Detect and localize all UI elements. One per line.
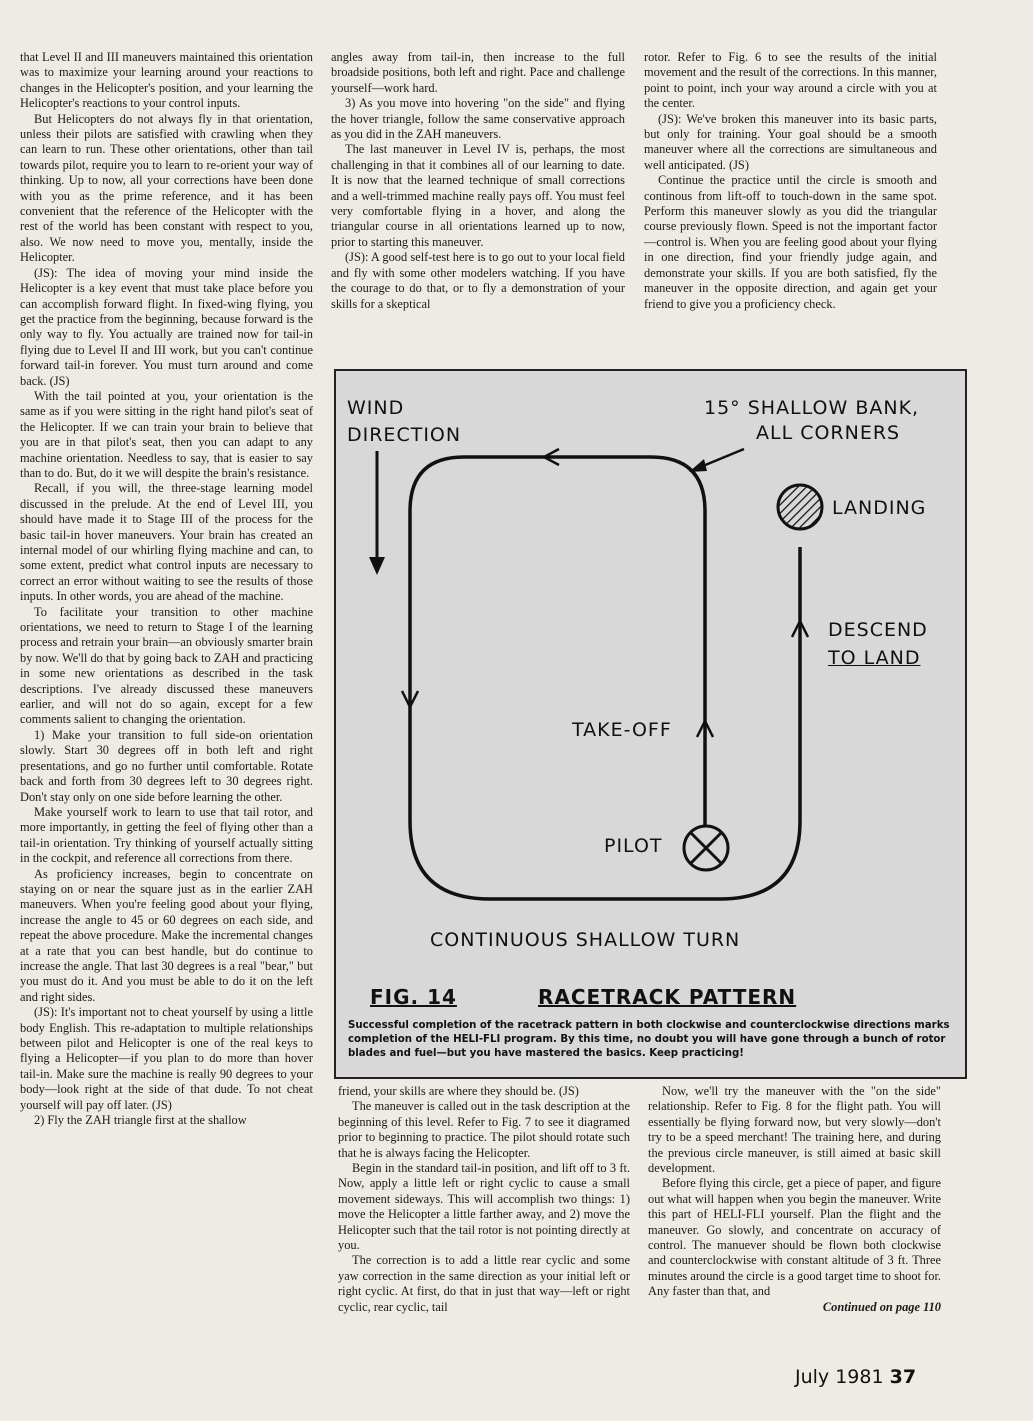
- label-take-off: TAKE-OFF: [572, 719, 672, 741]
- figure-racetrack-pattern: [334, 369, 967, 1079]
- text-column-5: [648, 1084, 941, 1372]
- paragraph: (JS): We've broken this maneuver into its basic parts, but only for training. Your goal should be a smooth maneuver where all the corrections are simultaneous and well anticipated. (JS): [644, 111, 937, 172]
- paragraph: Recall, if you will, the three-stage learning model discussed in the prelude. At the end of Level III, you should have made it to Stage III of the process for the basic tail-in hover maneuvers. Your brain has created an internal model of our whirling flying machine and can, to some extent, predict what control inputs are necessary to correct an error without waiting to see the results of those inputs. In other words, you are ahead of the machine.: [20, 481, 313, 604]
- paragraph: With the tail pointed at you, your orientation is the same as if you were sitting in the right hand pilot's seat of the Helicopter. If we can train your brain to believe that you are in that pilot's seat, then you can adapt to any machine orientation. Needless to say, that is easier to say than to do. But, do it we will despite the brain's resistance.: [20, 388, 313, 480]
- continued-note: Continued on page 110: [822, 1299, 941, 1314]
- figure-caption: Successful completion of the racetrack pattern in both clockwise and counterclockwise directions marks completion of the HELI-FLI program. By this time, no doubt you will have gone through a bunch of rotor blades and fuel—but you have mastered the basics. Keep practicing!: [348, 1020, 950, 1059]
- paragraph: 2) Fly the ZAH triangle first at the shallow: [34, 1113, 247, 1128]
- label-landing: LANDING: [832, 497, 927, 519]
- paragraph: Begin in the standard tail-in position, and lift off to 3 ft. Now, apply a little left or right cyclic to cause a small movement sideways. This will accomplish two things: 1) move the Helicopter a little farther away, and 2) move the Helicopter such that the tail rotor is not pointing directly at you.: [338, 1161, 630, 1253]
- label-all-corners: ALL CORNERS: [756, 422, 901, 444]
- paragraph: The maneuver is called out in the task description at the beginning of this level. Refer to Fig. 7 to see it diagramed prior to beginning to practice. The pilot should rotate such that he is always facing the Helicopter.: [338, 1099, 630, 1160]
- label-descend: DESCEND: [828, 619, 928, 641]
- paragraph: The last maneuver in Level IV is, perhaps, the most challenging in that it combines all of our learning to date. It is now that the learned technique of small corrections and a well-trimmed machine really pays off. You must feel very comfortable flying in a hover, and along the triangular course in all orientations learned up to now, prior to starting this maneuver.: [331, 142, 625, 249]
- paragraph: friend, your skills are where they should be. (JS): [338, 1084, 579, 1098]
- figure-number: FIG. 14: [370, 985, 457, 1009]
- paragraph: (JS): The idea of moving your mind inside the Helicopter is a key event that must take place before you can accomplish forward flight. In fixed-wing flying, you get the practice from the beginning, because forward is the only way to fly. You actually are trained now for tail-in flying due to Level II and III work, but you can't continue forward tail-in forever. You must turn around and come back. (JS): [20, 265, 313, 388]
- paragraph: Now, we'll try the maneuver with the "on the side" relationship. Refer to Fig. 8 for the flight path. You will essentially be flying forward now, but very slowly—don't try to be a speed merchant! The training here, and during the previous circle maneuver, is still aimed at basic skill development.: [648, 1084, 941, 1176]
- page-number: 37: [889, 1366, 917, 1388]
- paragraph: Make yourself work to learn to use that tail rotor, and more importantly, in getting the feel of flying other than a tail-in orientation. Try thinking of yourself actually sitting in the cockpit, and reference all corrections from there.: [20, 804, 313, 866]
- label-to-land: TO LAND: [828, 647, 921, 669]
- text-column-1: [20, 50, 313, 1368]
- label-continuous-turn: CONTINUOUS SHALLOW TURN: [430, 929, 741, 951]
- paragraph: As proficiency increases, begin to concentrate on staying on or near the square just as in the earlier ZAH maneuvers. When you're feeling good about your flying, increase the angle to 45 or 60 degrees on each side, and repeat the above procedure. Make the incremental changes at a rate that you can best handle, but do continue to increase the angle. That last 30 degrees is a real "bear," but you must do it. And you must be able to do it on the left and right sides.: [20, 866, 313, 1004]
- text-column-3: [644, 50, 937, 362]
- paragraph: To facilitate your transition to other machine orientations, we need to return to Stage I of the learning process and retrain your brain—an obviously smarter brain by now. We'll do that by going back to ZAH and practicing in some new orientations as described in the task descriptions. I've already discussed these maneuvers earlier, and will not do so again, except for a few comments salient to changing the orientation.: [20, 604, 313, 727]
- landing-pad: [778, 485, 822, 529]
- paragraph: Before flying this circle, get a piece of paper, and figure out what will happen when you begin the maneuver. Write this part of HELI-FLI yourself. Plan the flight and the maneuver. Go slowly, and concentrate on accuracy of control. The manuever should be flown both clockwise and counterclockwise with constant altitude of 3 ft. Three minutes around the circle is a good target time to shoot for. Any faster than that, and: [648, 1176, 941, 1299]
- paragraph: that Level II and III maneuvers maintained this orientation was to maximize your learning around your reactions to changes in the Helicopter's position, and your learning the Helicopter's reactions to your control inputs.: [20, 50, 313, 111]
- wind-arrowhead: [369, 557, 385, 575]
- paragraph: The correction is to add a little rear cyclic and some yaw correction in the same direction as your initial left or right cyclic. At first, do that in just that way—left or right cyclic, rear cyclic, tail: [338, 1253, 630, 1314]
- figure-title: RACETRACK PATTERN: [538, 985, 797, 1009]
- bank-pointer-head: [689, 459, 707, 472]
- label-shallow-bank: 15° SHALLOW BANK,: [704, 397, 920, 419]
- text-column-2: [331, 50, 625, 362]
- paragraph: (JS): A good self-test here is to go out to your local field and fly with some other modelers watching. If you have the courage to do that, or to fly a demonstration of your skills for a skeptical: [331, 250, 625, 311]
- label-direction: DIRECTION: [347, 424, 462, 446]
- issue-date: July 1981: [795, 1366, 884, 1388]
- text-column-4: [338, 1084, 630, 1364]
- paragraph: angles away from tail-in, then increase to the full broadside positions, both left and right. Pace and challenge yourself—work hard.: [331, 50, 625, 95]
- paragraph: 1) Make your transition to full side-on orientation slowly. Start 30 degrees off in both left and right presentations, and go no further until comfortable. Rotate back and forth from 30 degrees left to 30 degrees right. Don't stay only on one side before learning the other.: [20, 727, 313, 804]
- paragraph: (JS): It's important not to cheat yourself by using a little body English. This re-adaptation to multiple relationships between pilot and Helicopter is one of the real keys to flying a Helicopter—if you plan to do more than hover tail-in. Make sure the machine is really 90 degrees to your body—look right at the side of that dude. To not cheat yourself will pay off later. (JS): [20, 1005, 313, 1112]
- paragraph: 3) As you move into hovering "on the side" and flying the hover triangle, follow the same conservative approach as you did in the ZAH maneuvers.: [331, 96, 625, 142]
- label-wind: WIND: [347, 397, 405, 419]
- paragraph: But Helicopters do not always fly in that orientation, unless their pilots are satisfied with crawling when they can learn to run. These other orientations, other than tail towards pilot, require you to learn to re-orient your way of thinking. Up to now, all your corrections have been done with you as the prime reference, and it has been convenient that the reference of the Helicopter with the rest of the world has been constant with respect to you, also. We now need to move you, mentally, inside the Helicopter.: [20, 111, 313, 265]
- page-folio: [795, 1366, 916, 1388]
- paragraph: Continue the practice until the circle is smooth and continous from lift-off to touch-down in the same spot. Perform this maneuver slowly as you did the triangular course previously flown. Speed is not the important factor—control is. When you are feeling good about your flying in one direction, find your friendly judge again, and demonstrate your skills. If you are both satisfied, fly the maneuver in the opposite direction, and again get your friend to give you a proficiency check.: [644, 173, 937, 311]
- label-pilot: PILOT: [604, 835, 663, 857]
- paragraph: rotor. Refer to Fig. 6 to see the results of the initial movement and the result of the corrections. In this manner, point to point, inch your way around a circle with you at the center.: [644, 50, 937, 111]
- flight-path: [410, 457, 800, 899]
